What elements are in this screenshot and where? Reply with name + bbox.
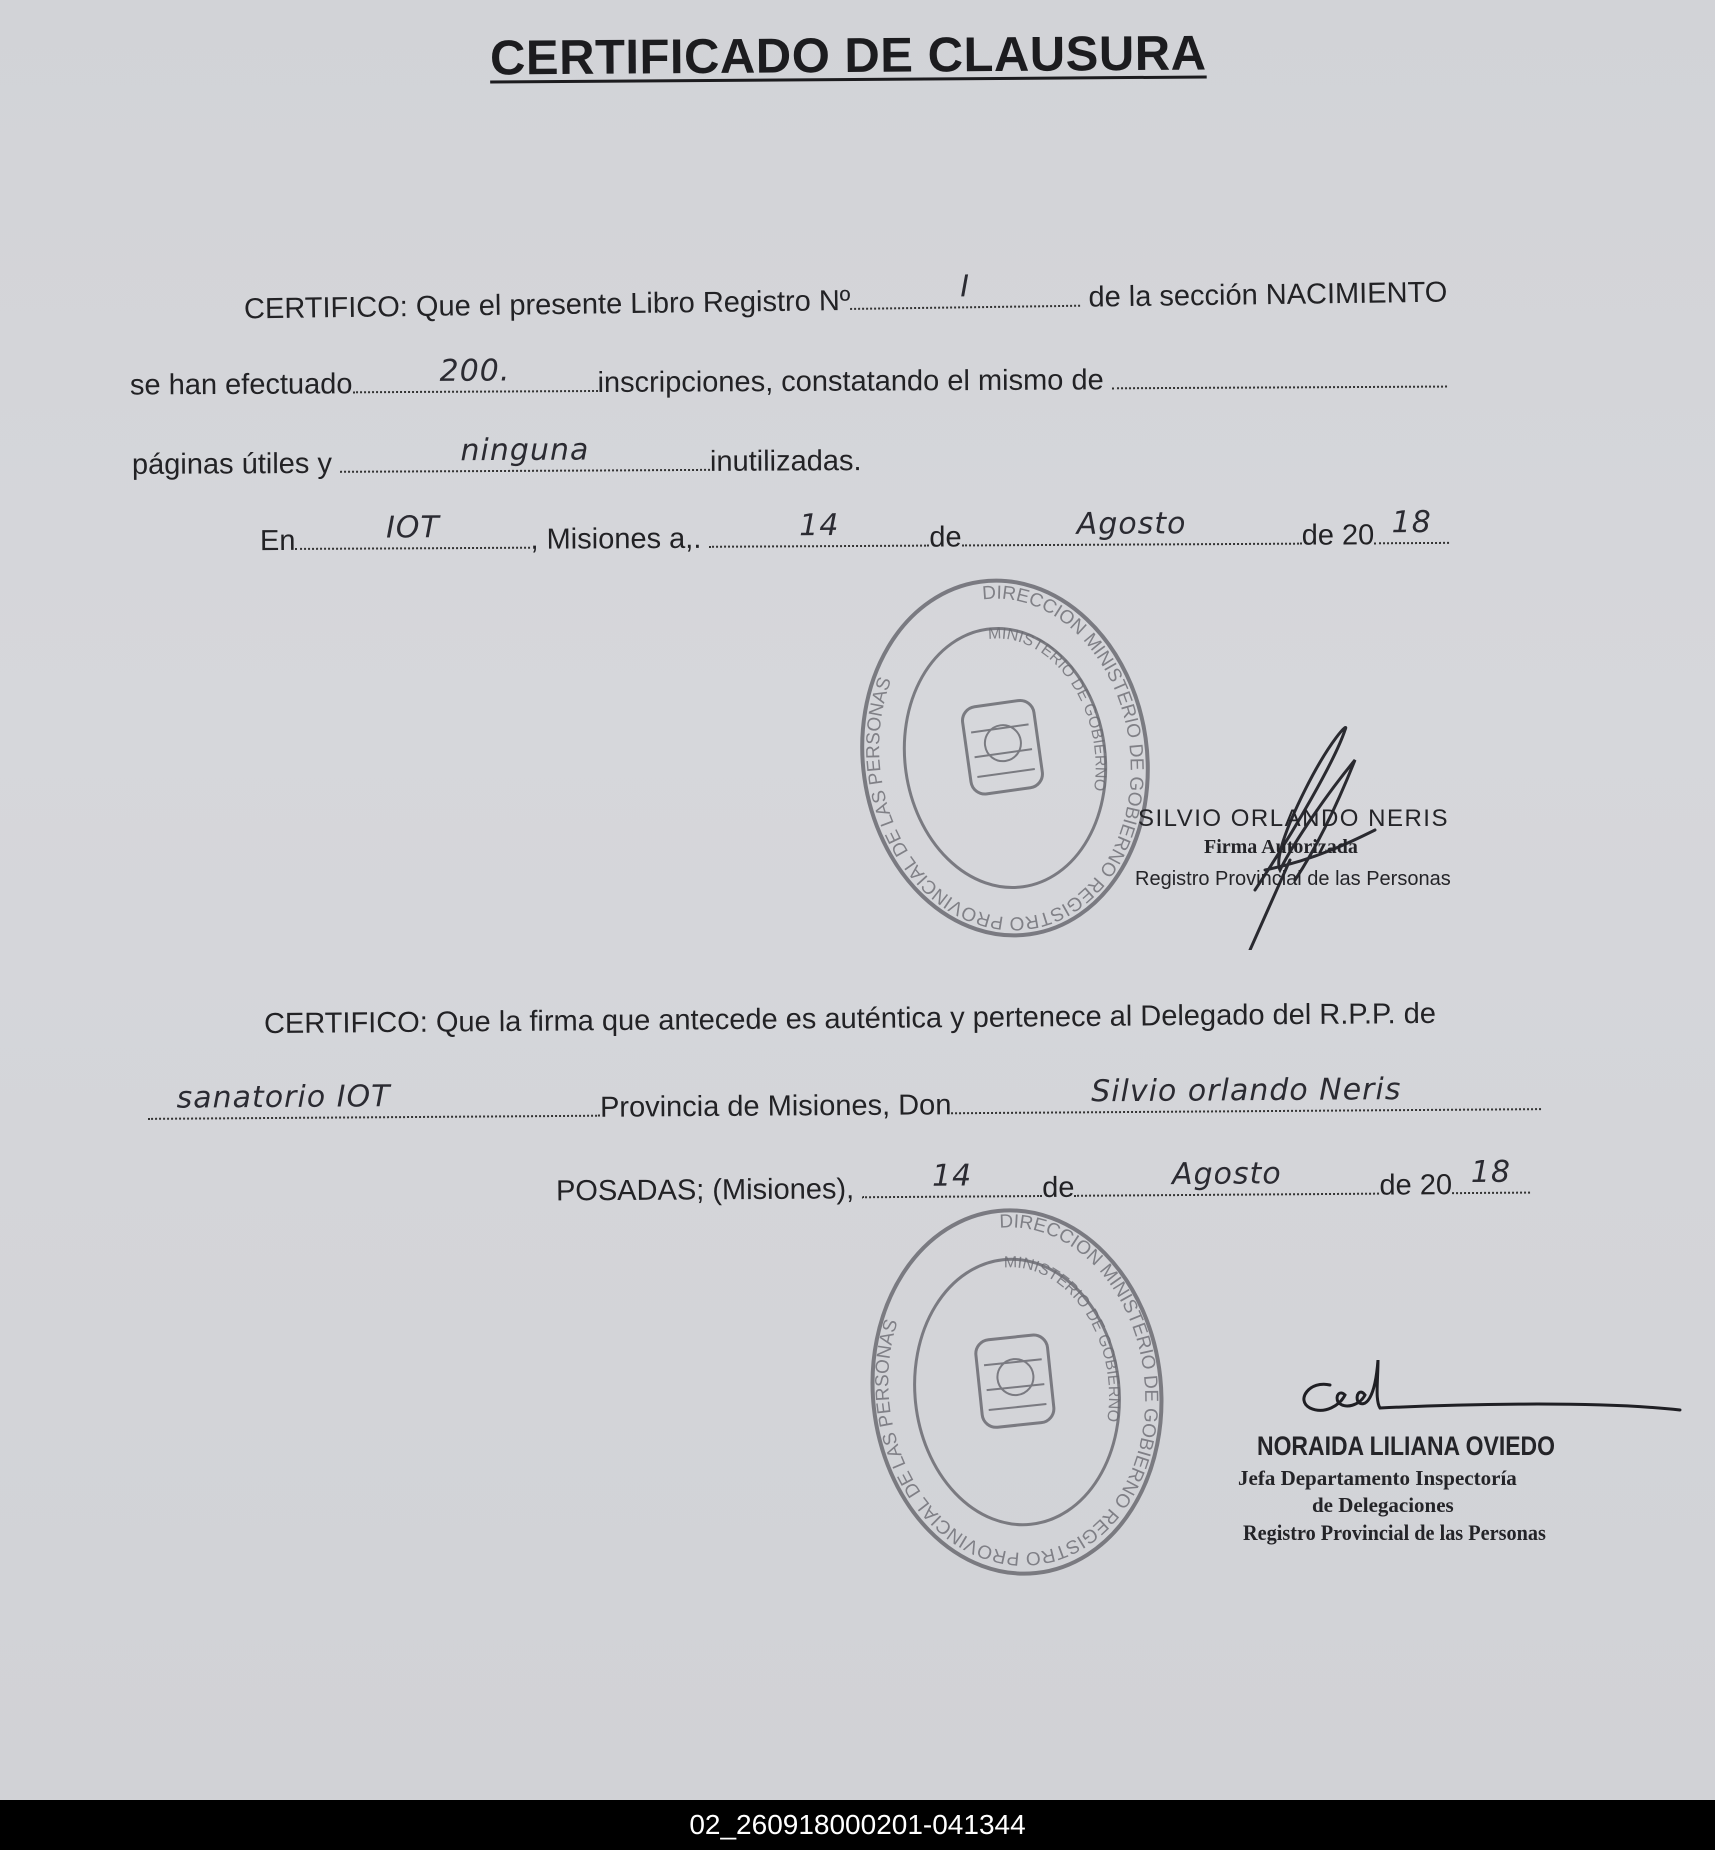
inutilizadas-value: ninguna [460,432,590,469]
seal-ring-text: DIRECCION MINISTERIO DE GOBIERNO REGISTRO PROVINCIAL DE LAS PERSONAS [863,582,1147,934]
don-value: Silvio orlando Neris [1091,1072,1402,1110]
cert1-text-6: inutilizadas. [709,445,862,478]
year2-value: 18 [1470,1154,1512,1191]
paginas-field [1112,364,1447,390]
seal-inner-text: MINISTERIO DE GOBIERNO [987,625,1109,793]
year-value: 18 [1391,504,1432,541]
cert2-text-1: CERTIFICO: Que la firma que antecede es auténtica y pertenece al Delegado del R.P.P. de [263,997,1437,1041]
month-value: Agosto [1076,506,1187,542]
year-prefix-1: de 20 [1301,519,1375,552]
month-field [962,506,1302,547]
signature-silvio [1235,720,1385,950]
signer2-role-line2: de Delegaciones [1312,1493,1454,1517]
de-label-1: de [929,521,962,554]
cert1-line3 [131,432,862,482]
cert1-line4 [259,504,1449,558]
cert1-text-2: de la sección NACIMIENTO [1088,276,1448,314]
place-prefix: En [259,524,296,558]
signer2-name: NORAIDA LILIANA OVIEDO [1257,1431,1555,1461]
year-field [1374,504,1449,544]
signer1-name: SILVIO ORLANDO NERIS [1138,805,1449,832]
signer1-org: Registro Provincial de las Personas [1135,868,1451,890]
de-label-2: de [1042,1171,1075,1205]
day2-value: 14 [931,1158,973,1194]
cert1-text-5: páginas útiles y [131,447,332,481]
month2-value: Agosto [1171,1156,1282,1193]
place-mid: , Misiones a,. [530,522,702,556]
cert1-line2 [129,353,1447,403]
day-value: 14 [799,508,840,544]
official-seal-stamp-2 [860,1195,1175,1590]
cert1-line1 [243,269,1448,327]
year-prefix-2: de 20 [1379,1169,1453,1202]
cert2-text-2: Provincia de Misiones, Don [599,1089,952,1124]
signature-noraida [1290,1360,1690,1430]
libro-field [850,269,1080,310]
svg-text:DIRECCION MINISTERIO DE GOBIER [850,568,1160,948]
city-label: POSADAS; (Misiones), [555,1173,855,1208]
document-title: CERTIFICADO DE CLAUSURA [489,26,1207,86]
cert1-text-3: se han efectuado [129,368,353,402]
signer2-org: Registro Provincial de las Personas [1243,1520,1546,1545]
cert2-line1 [264,998,1436,1041]
place-value: IOT [385,510,440,546]
inutilizadas-field [340,432,710,473]
delegacion-value: sanatorio IOT [176,1079,391,1116]
year2-field [1452,1154,1530,1195]
don-field [951,1072,1541,1114]
day-field [709,508,929,548]
inscripciones-field [352,353,597,393]
month2-field [1074,1156,1379,1197]
signer2-role-line1: Jefa Departamento Inspectoría [1238,1466,1517,1490]
delegacion-field [148,1079,600,1120]
cert2-line2 [148,1072,1542,1128]
seal2-ring-text: DIRECCION MINISTERIO DE GOBIERNO REGISTRO PROVINCIAL DE LAS PERSONAS [872,1211,1162,1569]
cert1-text-1: CERTIFICO: Que el presente Libro Registro Nº [243,284,851,326]
official-seal-stamp [850,568,1160,948]
signer1-role: Firma Autorizada [1204,836,1358,858]
cert1-text-4: inscripciones, constatando el mismo de [597,364,1104,399]
libro-value: I [960,269,971,305]
place-field [295,510,530,550]
scan-id-footer: 02_260918000201-041344 [0,1800,1715,1850]
seal2-inner-text: MINISTERIO DE GOBIERNO [1003,1254,1123,1423]
inscripciones-value: 200. [439,353,511,389]
